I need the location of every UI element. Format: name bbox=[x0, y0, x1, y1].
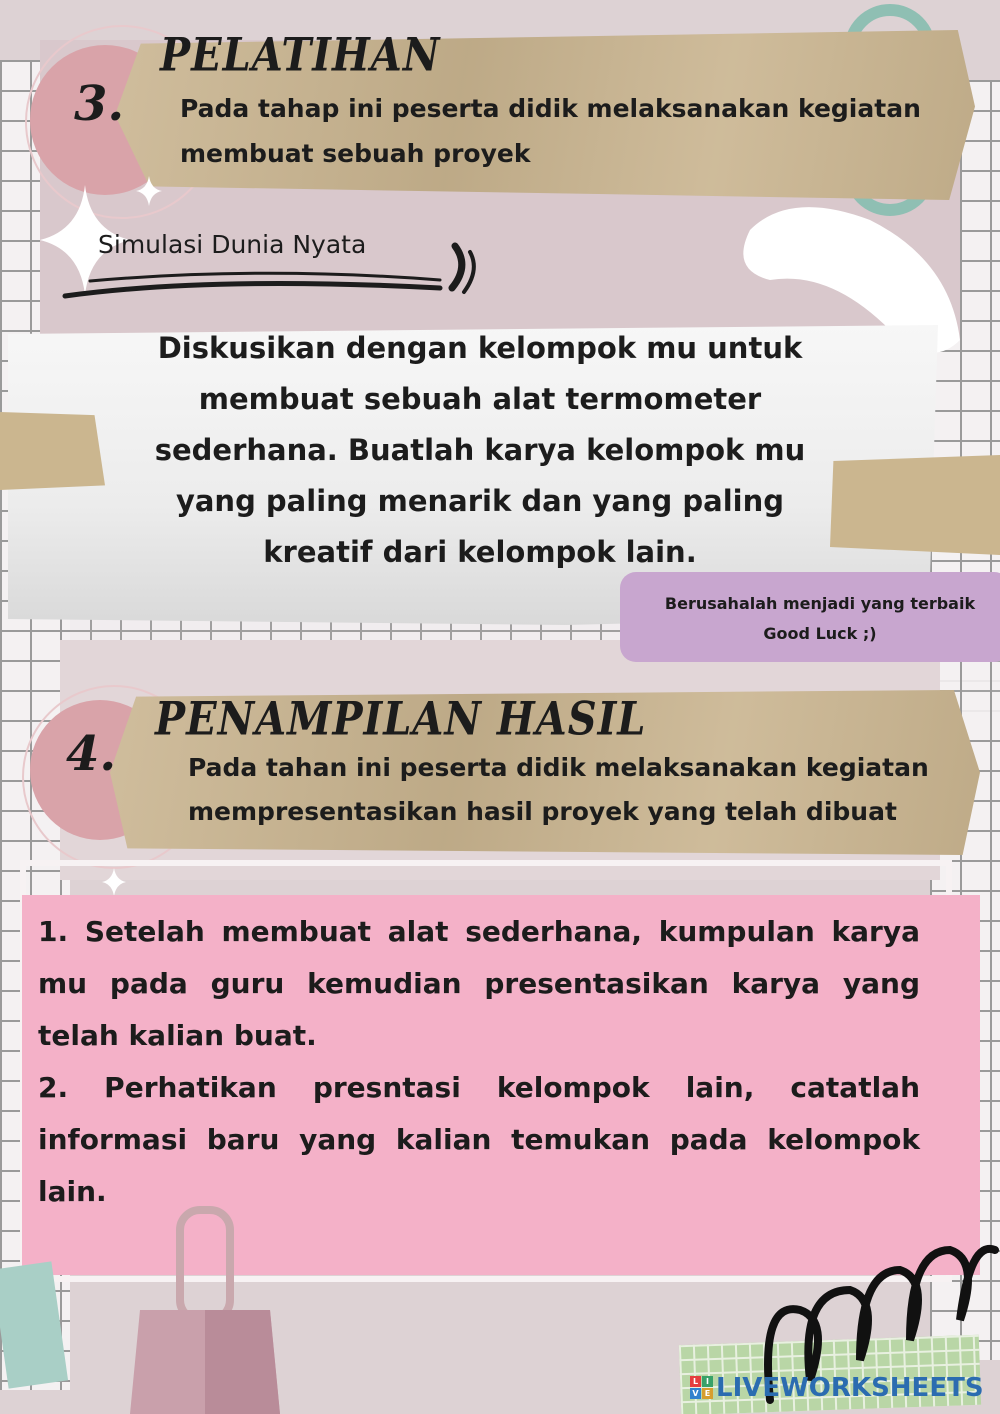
step3-description-line1: Pada tahap ini peserta didik melaksanakan kegiatan bbox=[180, 94, 921, 123]
binder-clip-icon bbox=[130, 1200, 280, 1414]
tape-right bbox=[830, 455, 1000, 555]
instruction-item-2: 2. Perhatikan presntasi kelompok lain, catatlah informasi baru yang kalian temukan pada kelompok lain. bbox=[38, 1071, 920, 1208]
instruction-list bbox=[38, 906, 920, 1218]
sparkle-icon bbox=[136, 176, 162, 206]
task-line-5: kreatif dari kelompok lain. bbox=[263, 535, 697, 569]
step4-number: 4. bbox=[66, 726, 117, 782]
task-line-1: Diskusikan dengan kelompok mu untuk bbox=[157, 331, 803, 365]
step3-title: PELATIHAN bbox=[160, 28, 441, 83]
liveworksheets-brand[interactable]: LIVEWORKSHEETS bbox=[716, 1373, 984, 1403]
step4-description-line1: Pada tahan ini peserta didik melaksanakan kegiatan bbox=[188, 753, 929, 782]
liveworksheets-logo-icon: L I V E bbox=[690, 1376, 713, 1399]
task-line-3: sederhana. Buatlah karya kelompok mu bbox=[154, 433, 806, 467]
task-line-2: membuat sebuah alat termometer bbox=[198, 382, 762, 416]
motivation-line2: Good Luck ;) bbox=[763, 624, 877, 643]
tape-left bbox=[0, 412, 105, 490]
step3-number: 3. bbox=[74, 76, 125, 132]
step3-description-line2: membuat sebuah proyek bbox=[180, 139, 531, 168]
simulation-heading: Simulasi Dunia Nyata bbox=[98, 230, 367, 259]
instruction-item-1: 1. Setelah membuat alat sederhana, kumpulan karya mu pada guru kemudian presentasikan karya yang telah kalian buat. bbox=[38, 915, 920, 1052]
step4-description-line2: mempresentasikan hasil proyek yang telah dibuat bbox=[188, 797, 897, 826]
brush-underline bbox=[60, 236, 490, 306]
task-line-4: yang paling menarik dan yang paling bbox=[175, 484, 785, 518]
motivation-line1: Berusahalah menjadi yang terbaik bbox=[664, 594, 976, 613]
step4-title: PENAMPILAN HASIL bbox=[155, 692, 647, 747]
